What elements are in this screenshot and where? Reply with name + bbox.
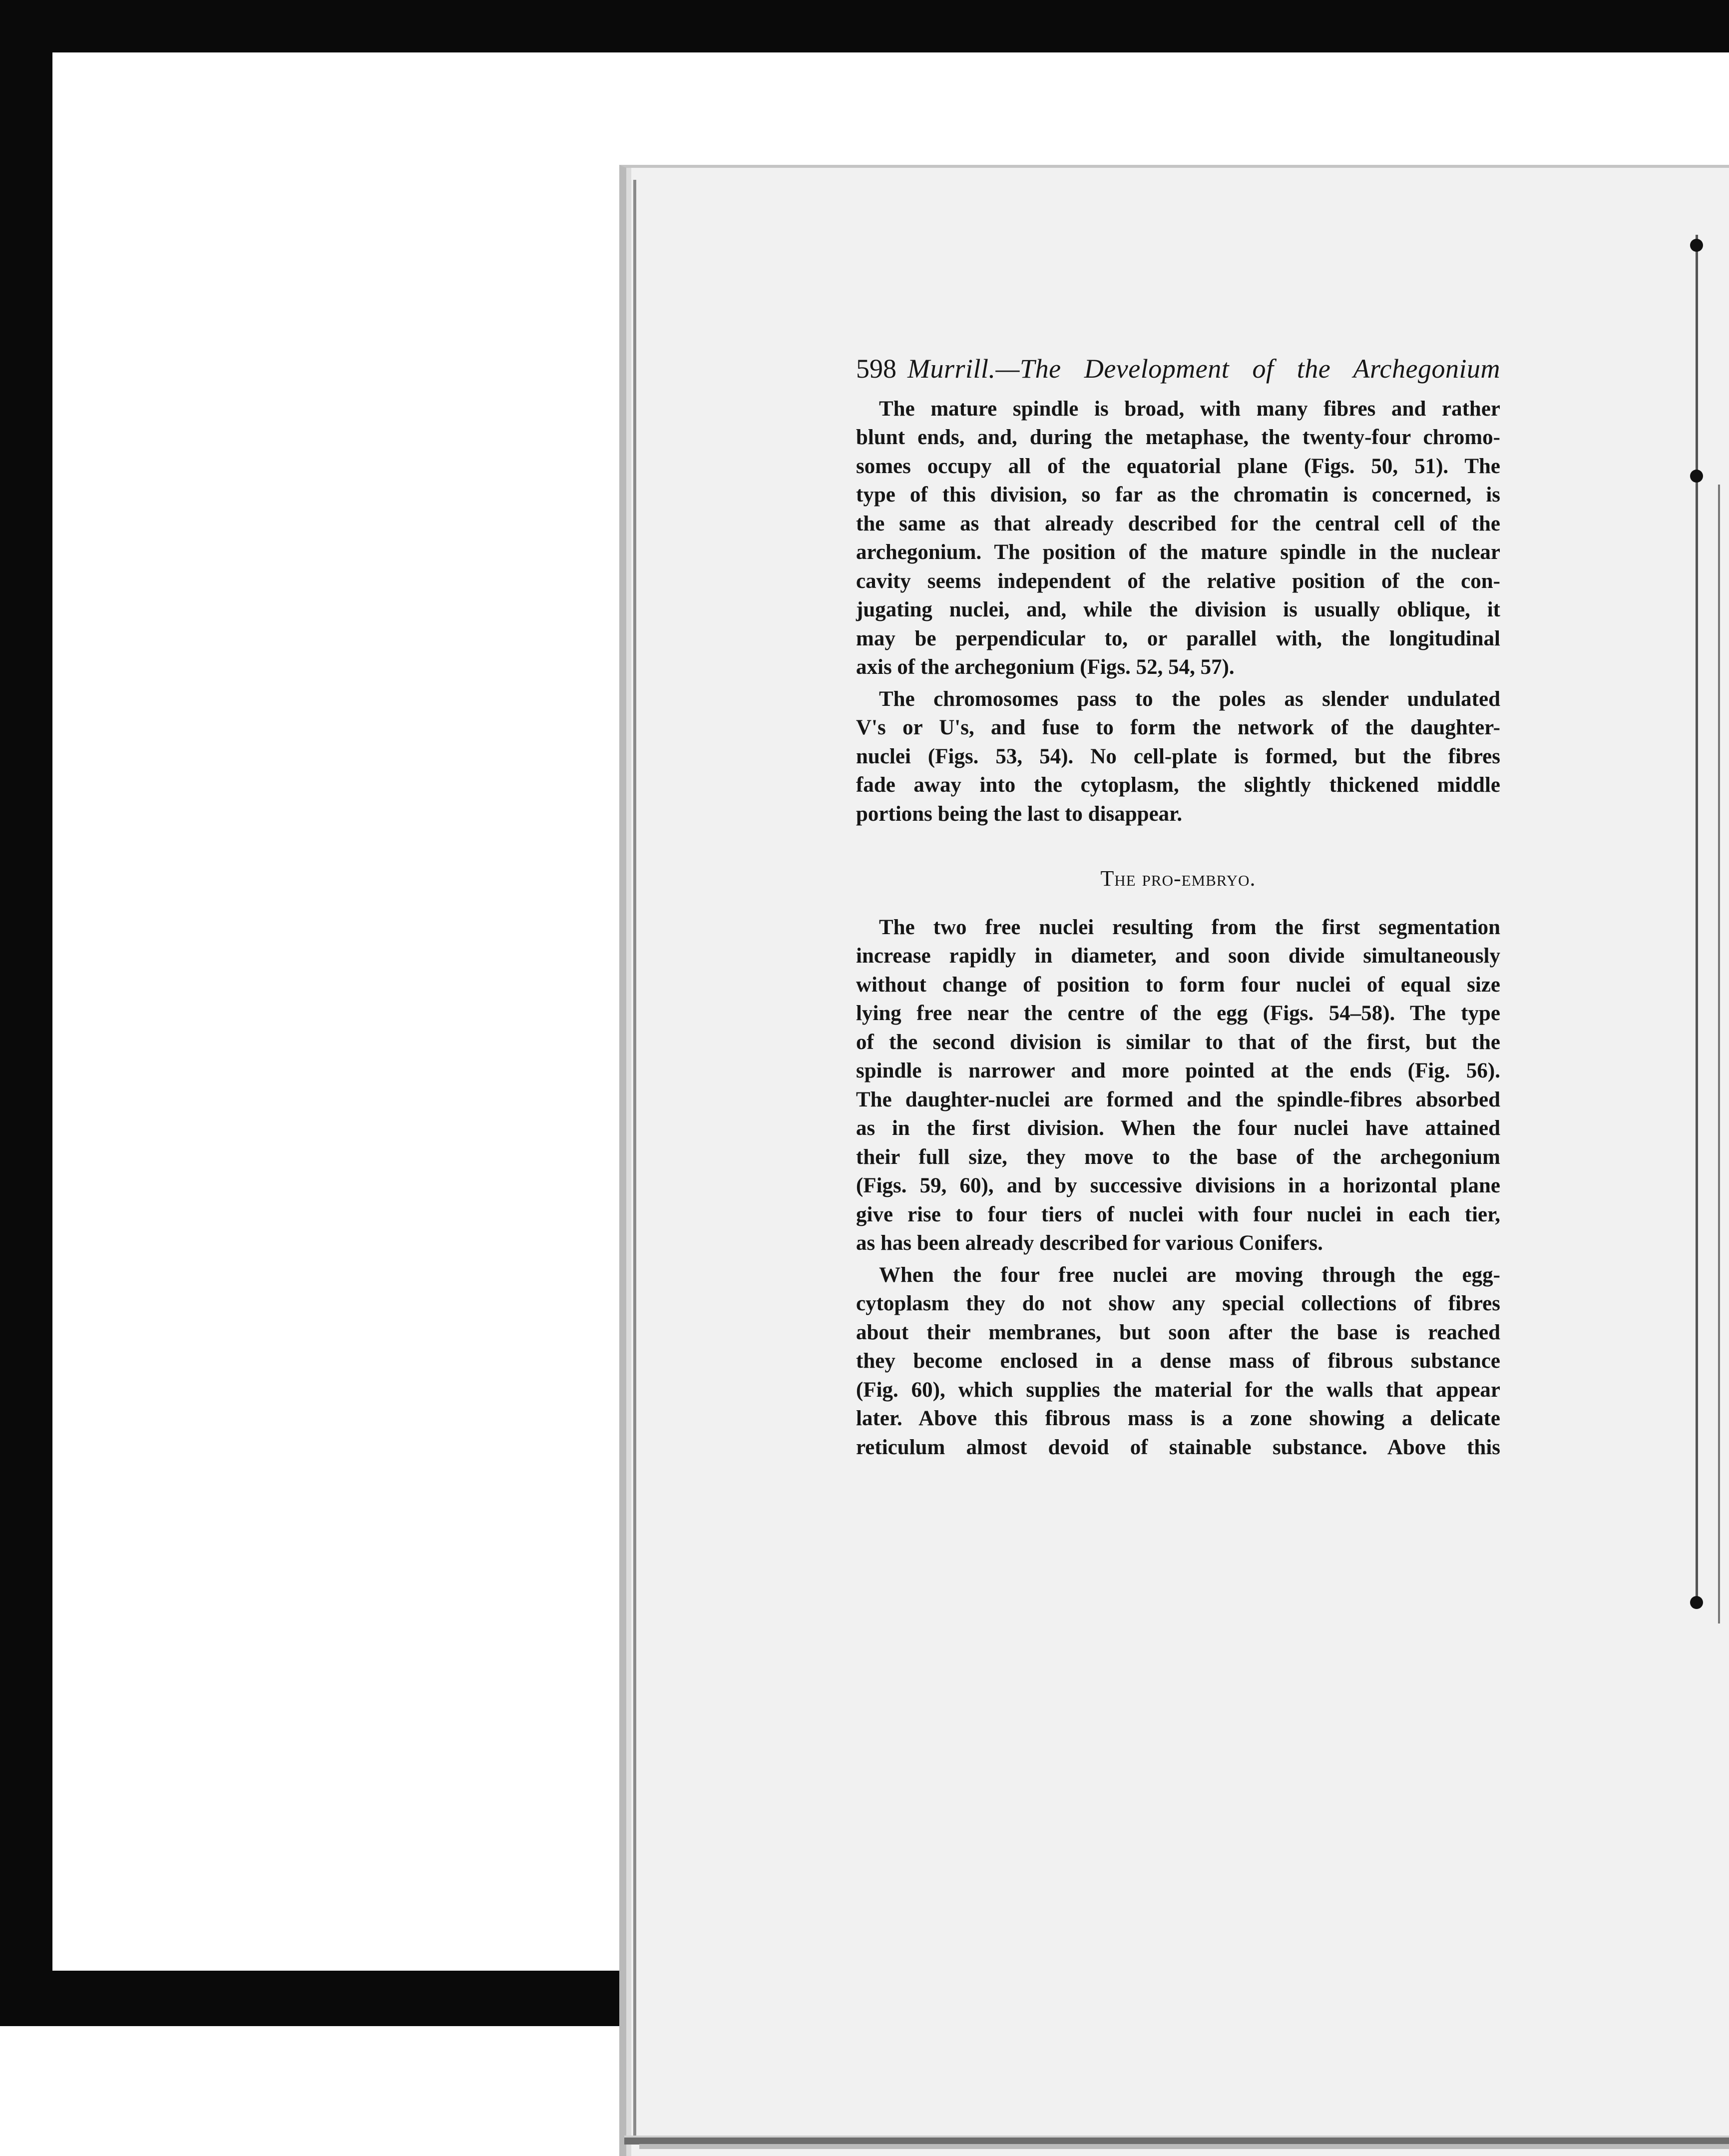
text-line: about their membranes, but soon after the base is reached bbox=[856, 1320, 1500, 1344]
text-line: later. Above this fibrous mass is a zone showing a delicate bbox=[856, 1407, 1500, 1430]
page-text-column bbox=[856, 355, 1500, 1465]
text-line: The daughter-nuclei are formed and the spindle-fibres absorbed bbox=[856, 1087, 1500, 1111]
text-line: their full size, they move to the base of the archegonium bbox=[856, 1145, 1500, 1169]
running-head-title: Murrill.—The Development of the Archegonium bbox=[907, 354, 1500, 384]
binding-edge-line bbox=[1718, 485, 1720, 1623]
binding-knob-bottom bbox=[1690, 1596, 1703, 1609]
text-line: The mature spindle is broad, with many fibres and rather bbox=[879, 397, 1500, 421]
text-line: axis of the archegonium (Figs. 52, 54, 57). bbox=[856, 655, 1235, 679]
text-line: of the second division is similar to that of the first, but the bbox=[856, 1030, 1500, 1054]
text-line: spindle is narrower and more pointed at the ends (Fig. 56). bbox=[856, 1059, 1500, 1082]
text-line: type of this division, so far as the chromatin is concerned, is bbox=[856, 483, 1500, 507]
section-heading bbox=[856, 864, 1500, 893]
text-line: without change of position to form four nuclei of equal size bbox=[856, 973, 1500, 997]
text-line: lying free near the centre of the egg (Figs. 54–58). The type bbox=[856, 1002, 1500, 1025]
page-number: 598 bbox=[856, 354, 896, 384]
text-line: The two free nuclei resulting from the first segmentation bbox=[879, 915, 1500, 939]
section-heading-text: The pro-embryo. bbox=[1100, 866, 1256, 891]
running-head bbox=[856, 355, 1500, 384]
paragraph-3 bbox=[856, 913, 1500, 1258]
binding-knob-top bbox=[1690, 239, 1703, 252]
text-line: give rise to four tiers of nuclei with four nuclei in each tier, bbox=[856, 1202, 1500, 1226]
text-line: as has been already described for various Conifers. bbox=[856, 1231, 1323, 1255]
text-line: cavity seems independent of the relative position of the con- bbox=[856, 569, 1500, 593]
text-line: nuclei (Figs. 53, 54). No cell-plate is formed, but the fibres bbox=[856, 744, 1500, 768]
text-line: V's or U's, and fuse to form the network of the daughter- bbox=[856, 716, 1500, 739]
text-line: blunt ends, and, during the metaphase, the twenty-four chromo- bbox=[856, 426, 1500, 449]
binding-knob-middle bbox=[1690, 470, 1703, 483]
paragraph-4 bbox=[856, 1261, 1500, 1462]
text-line: fade away into the cytoplasm, the slightly thickened middle bbox=[856, 773, 1500, 797]
text-line: portions being the last to disappear. bbox=[856, 802, 1183, 826]
text-line: (Figs. 59, 60), and by successive divisions in a horizontal plane bbox=[856, 1174, 1500, 1197]
text-line: increase rapidly in diameter, and soon divide simultaneously bbox=[856, 944, 1500, 968]
text-line: jugating nuclei, and, while the division is usually oblique, it bbox=[856, 598, 1500, 621]
text-line: (Fig. 60), which supplies the material for the walls that appear bbox=[856, 1378, 1500, 1402]
text-line: as in the first division. When the four nuclei have attained bbox=[856, 1116, 1500, 1140]
text-line: somes occupy all of the equatorial plane (Figs. 50, 51). The bbox=[856, 454, 1500, 478]
text-line: archegonium. The position of the mature spindle in the nuclear bbox=[856, 540, 1500, 564]
text-line: The chromosomes pass to the poles as slender undulated bbox=[879, 687, 1500, 711]
page-edge-line bbox=[633, 180, 636, 2143]
text-line: cytoplasm they do not show any special collections of fibres bbox=[856, 1292, 1500, 1315]
binding-rod bbox=[1696, 235, 1698, 1604]
paragraph-2 bbox=[856, 685, 1500, 829]
text-line: the same as that already described for the central cell of the bbox=[856, 512, 1500, 536]
text-line: When the four free nuclei are moving through the egg- bbox=[879, 1263, 1500, 1287]
paragraph-1 bbox=[856, 395, 1500, 682]
text-line: may be perpendicular to, or parallel with, the longitudinal bbox=[856, 626, 1500, 650]
text-line: they become enclosed in a dense mass of fibrous substance bbox=[856, 1349, 1500, 1373]
scan-border-left bbox=[0, 0, 52, 2026]
text-line: reticulum almost devoid of stainable substance. Above this bbox=[856, 1435, 1500, 1459]
page-bottom-shadow bbox=[639, 2144, 1729, 2149]
scan-border-top bbox=[0, 0, 1729, 52]
page-bottom-edge bbox=[624, 2136, 1729, 2145]
